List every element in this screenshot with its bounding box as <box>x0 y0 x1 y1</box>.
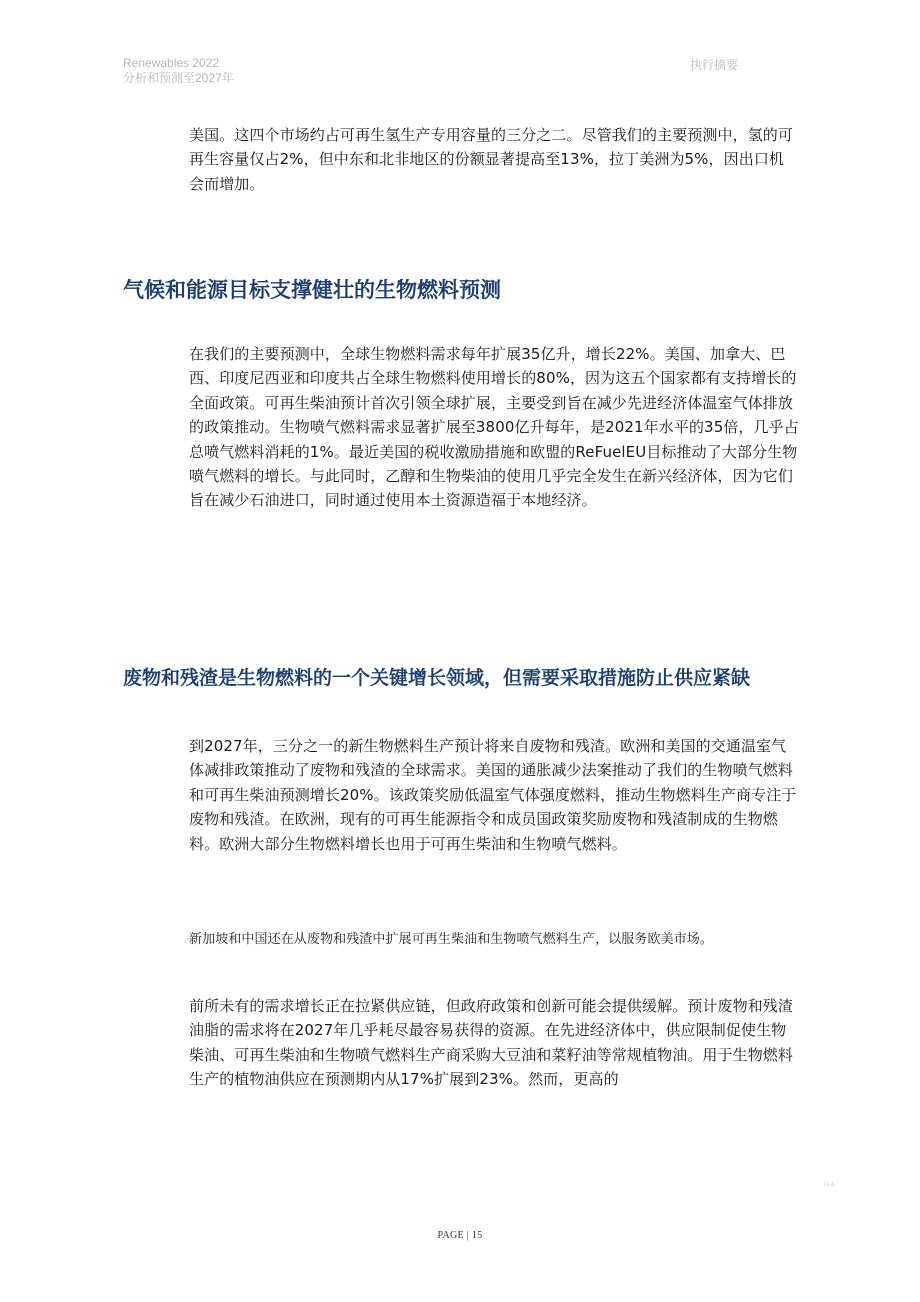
paragraph-singapore-china: 新加坡和中国还在从废物和残渣中扩展可再生柴油和生物喷气燃料生产，以服务欧美市场。 <box>189 932 714 947</box>
heading-waste-residue: 废物和残渣是生物燃料的一个关键增长领域，但需要采取措施防止供应紧缺 <box>123 667 751 689</box>
iea-watermark: IEA. <box>824 1182 838 1188</box>
section-label: 执行摘要 <box>690 58 739 72</box>
report-title: Renewables 2022 <box>123 56 220 70</box>
paragraph-supply-chain: 前所未有的需求增长正在拉紧供应链，但政府政策和创新可能会提供缓解。预计废物和残渣油脂的需求将在2027年几乎耗尽最容易获得的资源。在先进经济体中，供应限制促使生物柴油、可再生柴油和生物喷气燃料生产商采购大豆油和菜籽油等常规植物油。用于生物燃料生产的植物油供应在预测期内从17%扩展到23%。然而，更高的 <box>189 997 794 1089</box>
report-subtitle: 分析和预测至2027年 <box>123 71 234 85</box>
paragraph-waste-share: 到2027年，三分之一的新生物燃料生产预计将来自废物和残渣。欧洲和美国的交通温室气体减排政策推动了废物和残渣的全球需求。美国的通胀减少法案推动了我们的生物喷气燃料和可再生柴油预测增长20%。该政策奖励低温室气体强度燃料，推动生物燃料生产商专注于废物和残渣。在欧洲，现有的可再生能源指令和成员国政策奖励废物和残渣制成的生物燃料。欧洲大部分生物燃料增长也用于可再生柴油和生物喷气燃料。 <box>189 737 797 853</box>
page-number: PAGE | 15 <box>437 1230 483 1241</box>
paragraph-hydrogen: 美国。这四个市场约占可再生氢生产专用容量的三分之二。尽管我们的主要预测中，氢的可再生容量仅占2%，但中东和北非地区的份额显著提高至13%，拉丁美洲为5%，因出口机会而增加。 <box>189 126 794 193</box>
heading-biofuel-forecast: 气候和能源目标支撑健壮的生物燃料预测 <box>123 278 501 302</box>
paragraph-biofuel-demand: 在我们的主要预测中，全球生物燃料需求每年扩展35亿升，增长22%。美国、加拿大、巴西、印度尼西亚和印度共占全球生物燃料使用增长的80%，因为这五个国家都有支持增长的全面政策。可再生柴油预计首次引领全球扩展，主要受到旨在减少先进经济体温室气体排放的政策推动。生物喷气燃料需求显著扩展至3800亿升每年，是2021年水平的35倍，几乎占总喷气燃料消耗的1%。最近美国的税收激励措施和欧盟的ReFuelEU目标推动了大部分生物喷气燃料的增长。与此同时，乙醇和生物柴油的使用几乎完全发生在新兴经济体，因为它们旨在减少石油进口，同时通过使用本土资源造福于本地经济。 <box>189 345 799 510</box>
report-header <box>123 56 234 86</box>
